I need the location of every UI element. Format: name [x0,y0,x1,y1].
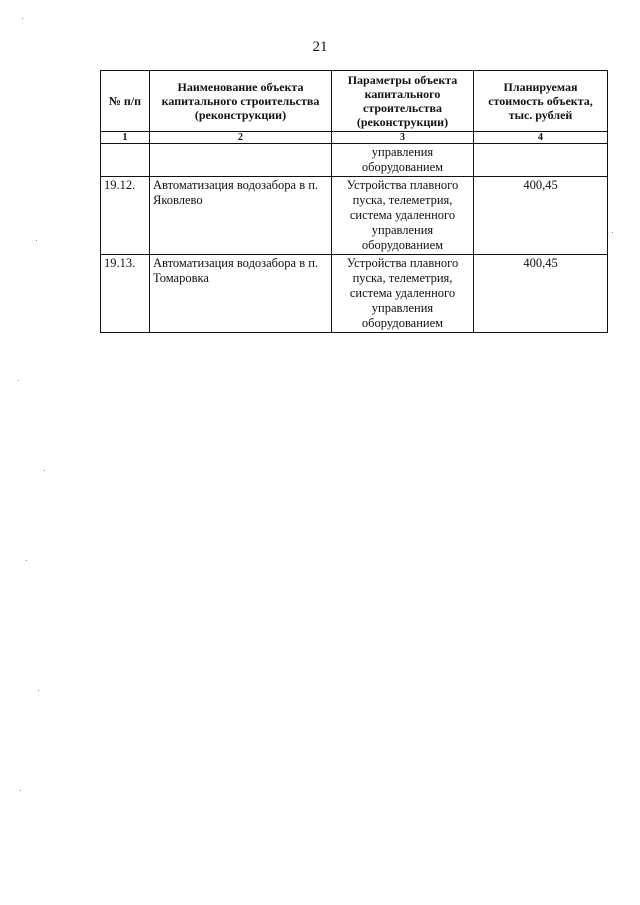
column-number-row [101,132,608,144]
row-number [101,144,150,177]
object-parameters: Устройства плавного пуска, телеметрия, система удаленного управления оборудованием [332,255,474,333]
row-number: 19.13. [101,255,150,333]
object-name [150,144,332,177]
column-number: 4 [474,132,608,144]
scan-speck [612,232,613,233]
row-number: 19.12. [101,177,150,255]
header-object-name: Наименование объекта капитального строительства (реконструкции) [150,71,332,132]
object-parameters: Устройства плавного пуска, телеметрия, система удаленного управления оборудованием [332,177,474,255]
header-planned-cost: Планируемая стоимость объекта, тыс. рублей [474,71,608,132]
scan-speck [20,790,21,791]
scan-speck [38,690,39,691]
scan-speck [36,240,37,241]
header-object-parameters: Параметры объекта капитального строительства (реконструкции) [332,71,474,132]
object-name: Автоматизация водозабора в п. Томаровка [150,255,332,333]
scan-speck [26,560,27,561]
planned-cost: 400,45 [474,177,608,255]
object-parameters: управления оборудованием [332,144,474,177]
column-number: 3 [332,132,474,144]
scan-speck [22,18,23,19]
page-number: 21 [312,39,328,55]
planned-cost [474,144,608,177]
table-header-row [101,71,608,132]
table-row [101,144,608,177]
table-row [101,177,608,255]
scan-speck [18,380,19,381]
header-number: № п/п [101,71,150,132]
planned-cost: 400,45 [474,255,608,333]
object-name: Автоматизация водозабора в п. Яковлево [150,177,332,255]
scan-speck [44,470,45,471]
capital-construction-table [100,70,608,333]
column-number: 2 [150,132,332,144]
column-number: 1 [101,132,150,144]
table-row [101,255,608,333]
